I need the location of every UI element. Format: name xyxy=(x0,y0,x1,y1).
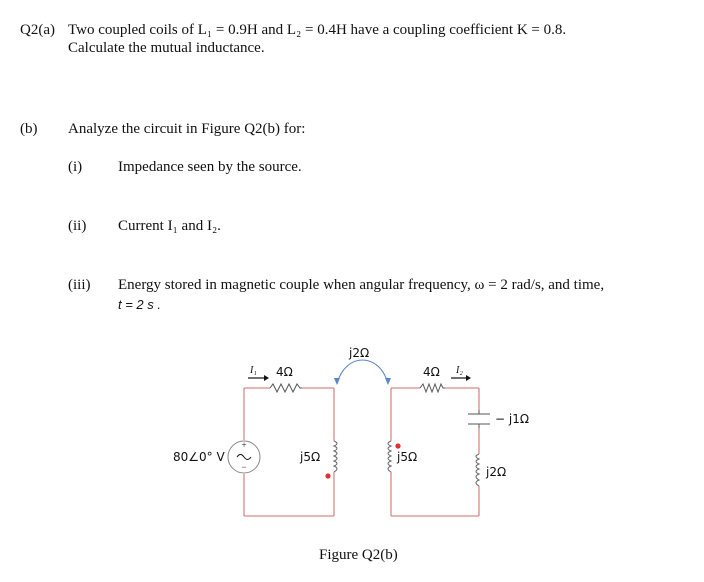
label-i2: I₂ xyxy=(456,365,463,376)
label-r2: 4Ω xyxy=(423,365,440,379)
label-inductor: j2Ω xyxy=(486,465,507,479)
svg-text:−: − xyxy=(241,462,247,472)
inductor-l3 xyxy=(476,454,479,486)
mutual-coupling-arrow xyxy=(337,360,388,384)
dot-coil-l1 xyxy=(325,473,330,478)
item-ii-text: Current I₁ and I₂. xyxy=(118,218,221,234)
svg-text:+: + xyxy=(241,440,247,450)
label-coil-l1: j5Ω xyxy=(300,450,321,464)
label-source: 80∠0° V xyxy=(173,450,225,464)
item-iii-text: Energy stored in magnetic couple when angular frequency, ω = 2 rad/s, and time, xyxy=(118,277,605,293)
item-i-text: Impedance seen by the source. xyxy=(118,159,302,175)
figure-caption: Figure Q2(b) xyxy=(319,547,398,563)
label-capacitor: − j1Ω xyxy=(495,412,530,426)
coil-l2 xyxy=(388,441,391,472)
label-i1: I₁ xyxy=(250,365,257,376)
q2b-label: (b) xyxy=(20,121,38,137)
capacitor xyxy=(468,410,490,428)
label-coil-l2: j5Ω xyxy=(397,450,418,464)
item-iii-text2: t = 2 s . xyxy=(118,297,161,312)
label-r1: 4Ω xyxy=(276,365,293,379)
resistor-r1 xyxy=(270,384,302,392)
voltage-source xyxy=(228,440,260,473)
q2a-text-line1: Two coupled coils of L₁ = 0.9H and L₂ = 0.4H have a coupling coefficient K = 0.8. xyxy=(68,22,567,38)
resistor-r2 xyxy=(420,384,445,392)
q2a-text-line2: Calculate the mutual inductance. xyxy=(68,40,265,56)
q2b-intro: Analyze the circuit in Figure Q2(b) for: xyxy=(68,121,306,137)
item-i-num: (i) xyxy=(68,159,83,175)
item-ii-num: (ii) xyxy=(68,218,87,234)
q2a-label: Q2(a) xyxy=(20,22,55,38)
coil-l1 xyxy=(334,441,337,472)
dot-coil-l2 xyxy=(395,443,400,448)
item-iii-num: (iii) xyxy=(68,277,91,293)
label-mutual: j2Ω xyxy=(349,346,370,360)
